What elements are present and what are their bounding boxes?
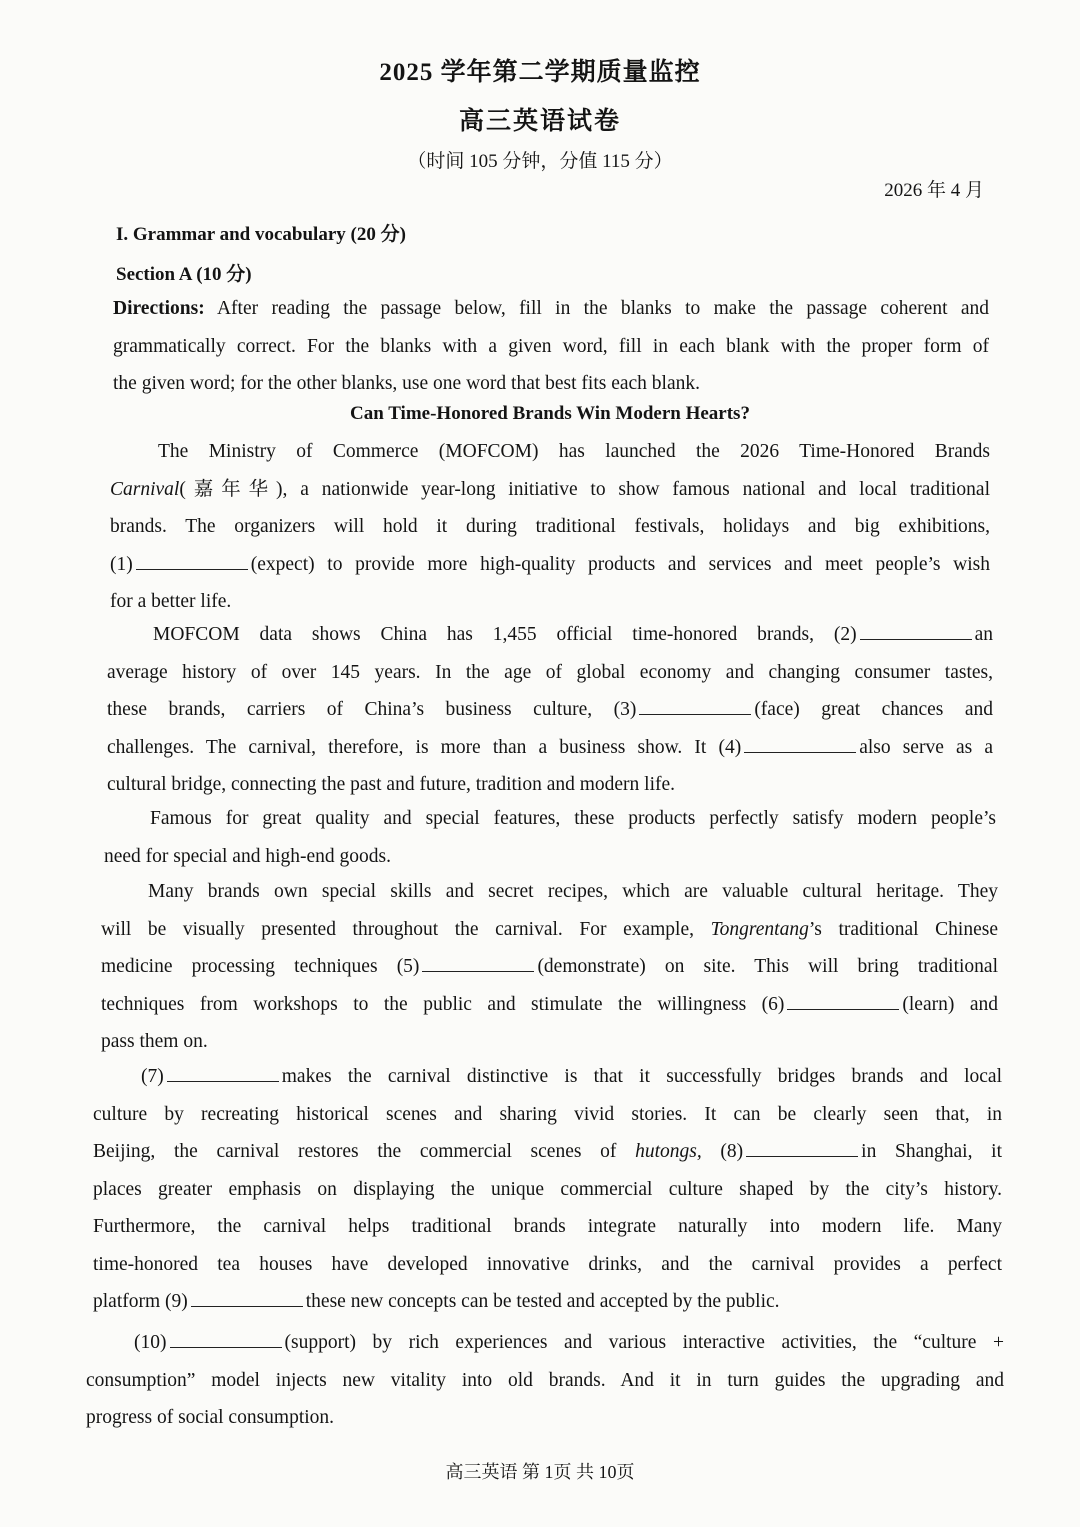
paragraph-2 bbox=[107, 616, 993, 804]
section-heading: Section A (10 分) bbox=[116, 264, 252, 285]
paragraph-line: (10) (support) by rich experiences and various interactive activities, the “culture + bbox=[86, 1324, 1004, 1362]
paragraph-line: brands. The organizers will hold it during traditional festivals, holidays and big exhibitions, bbox=[110, 516, 990, 537]
blank-6[interactable] bbox=[787, 987, 899, 1010]
paragraph-line: for a better life. bbox=[110, 591, 232, 612]
exam-date: 2026 年 4 月 bbox=[884, 180, 984, 201]
blank-2[interactable] bbox=[860, 617, 972, 640]
paragraph-line: will be visually presented throughout the carnival. For example, Tongrentang’s traditional Chinese bbox=[101, 918, 998, 940]
passage-title: Can Time-Honored Brands Win Modern Hearts? bbox=[350, 403, 750, 424]
paragraph-line: medicine processing techniques (5) (demonstrate) on site. This will bring traditional bbox=[101, 948, 998, 986]
blank-5[interactable] bbox=[422, 949, 534, 972]
blank-9[interactable] bbox=[191, 1284, 303, 1307]
exam-subject: 高三英语试卷 bbox=[458, 108, 621, 135]
blank-3[interactable] bbox=[639, 692, 751, 715]
directions-line: the given word; for the other blanks, use one word that best fits each blank. bbox=[113, 373, 701, 394]
exam-time-score: （时间 105 分钟，分值 115 分） bbox=[407, 151, 673, 172]
directions-line: grammatically correct. For the blanks with a given word, fill in each blank with the proper form of bbox=[113, 335, 989, 357]
paragraph-line: challenges. The carnival, therefore, is more than a business show. It (4) also serve as a bbox=[107, 729, 993, 767]
paragraph-line: Carnival(嘉年华), a nationwide year-long initiative to show famous national and local traditional bbox=[110, 478, 990, 500]
paragraph-line: techniques from workshops to the public and stimulate the willingness (6) (learn) and bbox=[101, 986, 998, 1024]
exam-title: 2025 学年第二学期质量监控 bbox=[379, 59, 701, 86]
paragraph-line: Famous for great quality and special features, these products perfectly satisfy modern people’s bbox=[150, 808, 996, 829]
paragraph-line: culture by recreating historical scenes and sharing vivid stories. It can be clearly seen that, in bbox=[93, 1103, 1002, 1125]
paragraph-line: Many brands own special skills and secret recipes, which are valuable cultural heritage. They bbox=[148, 881, 998, 902]
paragraph-line: The Ministry of Commerce (MOFCOM) has launched the 2026 Time-Honored Brands bbox=[158, 441, 990, 462]
paragraph-6 bbox=[86, 1324, 1004, 1437]
directions-label: Directions: bbox=[113, 298, 205, 319]
paragraph-line: average history of over 145 years. In the age of global economy and changing consumer tastes, bbox=[107, 661, 993, 683]
paragraph-line: these brands, carriers of China’s business culture, (3) (face) great chances and bbox=[107, 691, 993, 729]
paragraph-line: Beijing, the carnival restores the commercial scenes of hutongs, (8) in Shanghai, it bbox=[93, 1133, 1002, 1171]
paragraph-line: places greater emphasis on displaying the unique commercial culture shaped by the city’s history. bbox=[93, 1178, 1002, 1200]
directions-line: Directions: After reading the passage below, fill in the blanks to make the passage coherent and bbox=[113, 298, 989, 319]
paragraph-line: platform (9) these new concepts can be tested and accepted by the public. bbox=[93, 1283, 1002, 1321]
paragraph-line: time-honored tea houses have developed innovative drinks, and the carnival provides a perfect bbox=[93, 1253, 1002, 1275]
paragraph-line: pass them on. bbox=[101, 1031, 208, 1052]
paragraph-line: Furthermore, the carnival helps traditional brands integrate naturally into modern life. Many bbox=[93, 1216, 1002, 1237]
page-footer: 高三英语 第 1页 共 10页 bbox=[445, 1462, 635, 1482]
paragraph-line: consumption” model injects new vitality into old brands. And it in turn guides the upgrading and bbox=[86, 1369, 1004, 1391]
paragraph-line: need for special and high-end goods. bbox=[104, 845, 391, 867]
blank-10[interactable] bbox=[170, 1325, 282, 1348]
part-heading: I. Grammar and vocabulary (20 分) bbox=[116, 224, 406, 245]
paragraph-line: progress of social consumption. bbox=[86, 1407, 335, 1428]
paragraph-line: cultural bridge, connecting the past and future, tradition and modern life. bbox=[107, 774, 676, 795]
paragraph-1 bbox=[110, 433, 990, 621]
paragraph-3 bbox=[104, 800, 996, 875]
paragraph-4 bbox=[101, 873, 998, 1061]
blank-7[interactable] bbox=[167, 1059, 279, 1082]
blank-1[interactable] bbox=[136, 547, 248, 570]
paragraph-line: MOFCOM data shows China has 1,455 official time-honored brands, (2) an bbox=[107, 616, 993, 654]
blank-4[interactable] bbox=[744, 730, 856, 753]
directions bbox=[113, 290, 989, 403]
blank-8[interactable] bbox=[746, 1134, 858, 1157]
paragraph-5 bbox=[93, 1058, 1002, 1321]
paragraph-line: (1) (expect) to provide more high-quality products and services and meet people’s wish bbox=[110, 546, 990, 584]
paragraph-line: (7) makes the carnival distinctive is that it successfully bridges brands and local bbox=[93, 1058, 1002, 1096]
